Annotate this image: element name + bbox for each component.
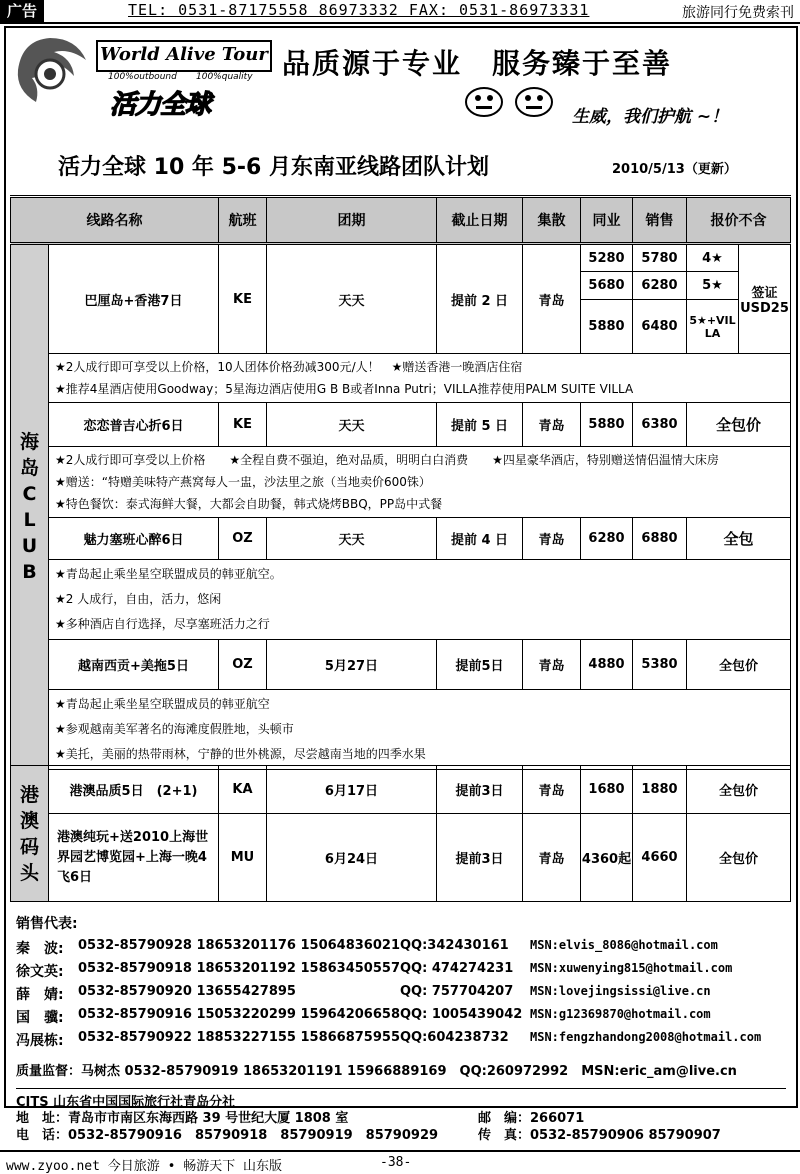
note-line: ★2人成行即可享受以上价格 ★全程自费不强迫，绝对品质，明明白白消费 ★四星豪华酒店，特别赠送情侣温情大床房 <box>55 453 719 467</box>
exclusion: 全包价 <box>687 814 791 902</box>
rep-name: 秦 波: <box>16 941 64 957</box>
rep-qq: QQ: 757704207 <box>400 984 514 999</box>
route-notes <box>49 354 791 403</box>
table-row <box>11 244 791 272</box>
sales-price: 5780 <box>633 244 687 272</box>
peer-price: 6280 <box>581 518 633 560</box>
header-assembly: 集散 <box>523 197 581 244</box>
schedule: 天天 <box>267 518 437 560</box>
flight-code: OZ <box>219 640 267 690</box>
note-line: ★青岛起止乘坐星空联盟成员的韩亚航空 <box>55 697 270 711</box>
schedule: 天天 <box>267 244 437 354</box>
rep-qq: QQ: 1005439042 <box>400 1007 523 1022</box>
free-index-label: 旅游同行免费索刊 <box>682 5 794 21</box>
sales-price: 1880 <box>633 766 687 814</box>
header-route: 线路名称 <box>11 197 219 244</box>
rep-qq: QQ: 474274231 <box>400 961 514 976</box>
quality-supervisor: 质量监督：马树杰 0532-85790919 18653201191 15966889169 QQ:260972992 MSN:eric_am@live.cn <box>16 1064 737 1079</box>
list-item <box>16 1007 796 1030</box>
table-row <box>11 518 791 560</box>
peer-price: 5280 <box>581 244 633 272</box>
header-contact-line: TEL: 0531-87175558 86973332 FAX: 0531-86973331 <box>128 1 590 19</box>
route-schedule-table <box>10 195 791 770</box>
note-line: ★青岛起止乘坐星空联盟成员的韩亚航空。 <box>55 567 282 581</box>
flight-code: KE <box>219 244 267 354</box>
assembly-city: 青岛 <box>523 814 581 902</box>
list-item <box>16 1030 796 1053</box>
list-item <box>16 938 796 961</box>
route-name: 魅力塞班心醉6日 <box>49 518 219 560</box>
hotel-grade: 5★ <box>687 272 739 300</box>
header-sales: 销售 <box>633 197 687 244</box>
peer-price: 4360起 <box>581 814 633 902</box>
peer-price: 4880 <box>581 640 633 690</box>
company-name: CITS 山东省中国国际旅行社青岛分社 <box>16 1088 786 1110</box>
sales-price: 6480 <box>633 300 687 354</box>
flight-code: OZ <box>219 518 267 560</box>
flight-code: KA <box>219 766 267 814</box>
tagline: 生威，我们护航 ~！ <box>572 107 729 127</box>
sales-price: 4660 <box>633 814 687 902</box>
deadline: 提前3日 <box>437 766 523 814</box>
rep-name: 薛 婧: <box>16 987 64 1003</box>
company-fax: 传 真：0532-85790906 85790907 <box>478 1128 721 1143</box>
assembly-city: 青岛 <box>523 766 581 814</box>
route-name: 巴厘岛+香港7日 <box>49 244 219 354</box>
rep-phone: 0532-85790916 15053220299 15964206658 <box>78 1007 400 1022</box>
hk-macau-table <box>10 765 791 902</box>
sales-title: 销售代表: <box>16 916 78 932</box>
brand-sub-outbound: 100%outbound <box>108 72 177 82</box>
note-line: ★多种酒店自行选择，尽享塞班活力之行 <box>55 617 270 631</box>
rep-phone: 0532-85790928 18653201176 15064836021 <box>78 938 400 953</box>
header-schedule: 团期 <box>267 197 437 244</box>
note-line: ★赠送：“特赠美味特产燕窝每人一盅，沙法里之旅（当地卖价600铢） <box>55 475 431 489</box>
deadline: 提前5日 <box>437 640 523 690</box>
company-phone: 电 话：0532-85790916 85790918 85790919 85790929 <box>16 1128 439 1143</box>
page-number: -38- <box>380 1155 412 1170</box>
slogan: 品质源于专业 服务臻于至善 <box>282 47 673 80</box>
schedule: 6月17日 <box>267 766 437 814</box>
route-notes <box>49 447 791 518</box>
schedule: 天天 <box>267 403 437 447</box>
route-name: 港澳纯玩+送2010上海世界园艺博览园+上海一晚4飞6日 <box>49 814 219 902</box>
notes-row <box>11 560 791 640</box>
brand-name-cn: 活力全球 <box>110 90 211 120</box>
sales-price: 5380 <box>633 640 687 690</box>
assembly-city: 青岛 <box>523 244 581 354</box>
deadline: 提前 4 日 <box>437 518 523 560</box>
route-name: 越南西贡+美拖5日 <box>49 640 219 690</box>
hotel-grade: 5★+VILLA <box>687 300 739 354</box>
region-island-club: 海岛CLUB <box>11 244 49 770</box>
header-exclusion: 报价不含 <box>687 197 791 244</box>
company-address: 地 址：青岛市市南区东海西路 39 号世纪大厦 1808 室 <box>16 1111 349 1126</box>
notes-row <box>11 354 791 403</box>
note-line: ★2 人成行，自由，活力，悠闲 <box>55 592 222 606</box>
update-date: 2010/5/13（更新） <box>612 162 737 177</box>
assembly-city: 青岛 <box>523 640 581 690</box>
route-notes <box>49 690 791 770</box>
tiger-mascot-icon <box>462 80 562 120</box>
brand-sub-quality: 100%quality <box>196 72 253 82</box>
rep-msn: MSN:fengzhandong2008@hotmail.com <box>530 1030 762 1044</box>
table-row <box>11 814 791 902</box>
assembly-city: 青岛 <box>523 403 581 447</box>
rep-qq: QQ:342430161 <box>400 938 509 953</box>
flight-code: KE <box>219 403 267 447</box>
brand-name-en: World Alive Tour <box>96 40 272 72</box>
region-hk-macau: 港澳码头 <box>11 766 49 902</box>
list-item <box>16 961 796 984</box>
top-bar <box>0 0 800 24</box>
rep-phone: 0532-85790920 13655427895 <box>78 984 296 999</box>
schedule: 5月27日 <box>267 640 437 690</box>
route-notes <box>49 560 791 640</box>
route-name: 恋恋普吉心折6日 <box>49 403 219 447</box>
exclusion: 全包价 <box>687 640 791 690</box>
note-line: ★推荐4星酒店使用Goodway；5星海边酒店使用G B B或者Inna Putri；VILLA推荐使用PALM SUITE VILLA <box>55 382 634 396</box>
hotel-grade: 4★ <box>687 244 739 272</box>
rep-name: 国 骥: <box>16 1010 64 1026</box>
sales-price: 6280 <box>633 272 687 300</box>
header-peer: 同业 <box>581 197 633 244</box>
peer-price: 1680 <box>581 766 633 814</box>
company-zip: 邮 编：266071 <box>478 1111 585 1126</box>
rep-msn: MSN:g12369870@hotmail.com <box>530 1007 711 1021</box>
header-flight: 航班 <box>219 197 267 244</box>
schedule: 6月24日 <box>267 814 437 902</box>
list-item <box>16 984 796 1007</box>
notes-row <box>11 447 791 518</box>
note-line: ★2人成行即可享受以上价格，10人团体价格劲减300元/人！ ★赠送香港一晚酒店住宿 <box>55 360 523 374</box>
exclusion: 全包 <box>687 518 791 560</box>
table-row <box>11 640 791 690</box>
table-row <box>11 403 791 447</box>
assembly-city: 青岛 <box>523 518 581 560</box>
sales-price: 6380 <box>633 403 687 447</box>
rep-msn: MSN:lovejingsissi@live.cn <box>530 984 711 998</box>
peer-price: 5880 <box>581 403 633 447</box>
note-line: ★参观越南美军著名的海滩度假胜地，头顿市 <box>55 722 294 736</box>
note-line: ★特色餐饮：泰式海鲜大餐，大都会自助餐，韩式烧烤BBQ，PP岛中式餐 <box>55 497 443 511</box>
peer-price: 5680 <box>581 272 633 300</box>
exclusion: 全包价 <box>687 403 791 447</box>
exclusion: 签证USD25 <box>739 244 791 354</box>
deadline: 提前3日 <box>437 814 523 902</box>
sales-price: 6880 <box>633 518 687 560</box>
rep-name: 冯展栋: <box>16 1033 64 1049</box>
deadline: 提前 5 日 <box>437 403 523 447</box>
table-row <box>11 766 791 814</box>
route-name: 港澳品质5日 (2+1) <box>49 766 219 814</box>
rep-phone: 0532-85790922 18853227155 15866875955 <box>78 1030 400 1045</box>
rep-msn: MSN:xuwenying815@hotmail.com <box>530 961 733 975</box>
flight-code: MU <box>219 814 267 902</box>
peer-price: 5880 <box>581 300 633 354</box>
table-header-row <box>11 197 791 244</box>
world-alive-tour-logo-icon <box>10 30 92 110</box>
rep-msn: MSN:elvis_8086@hotmail.com <box>530 938 718 952</box>
header-deadline: 截止日期 <box>437 197 523 244</box>
deadline: 提前 2 日 <box>437 244 523 354</box>
page-footer <box>0 1150 800 1174</box>
footer-site: www.zyoo.net 今日旅游 • 畅游天下 山东版 <box>6 1159 283 1174</box>
note-line: ★美托，美丽的热带雨林，宁静的世外桃源，尽尝越南当地的四季水果 <box>55 747 426 761</box>
page-title: 活力全球 10 年 5-6 月东南亚线路团队计划 <box>58 155 489 180</box>
rep-phone: 0532-85790918 18653201192 15863450557 <box>78 961 400 976</box>
ad-tag: 广告 <box>0 0 44 22</box>
rep-name: 徐文英: <box>16 964 64 980</box>
rep-qq: QQ:604238732 <box>400 1030 509 1045</box>
notes-row <box>11 690 791 770</box>
exclusion: 全包价 <box>687 766 791 814</box>
sales-rep-list <box>16 938 796 1053</box>
